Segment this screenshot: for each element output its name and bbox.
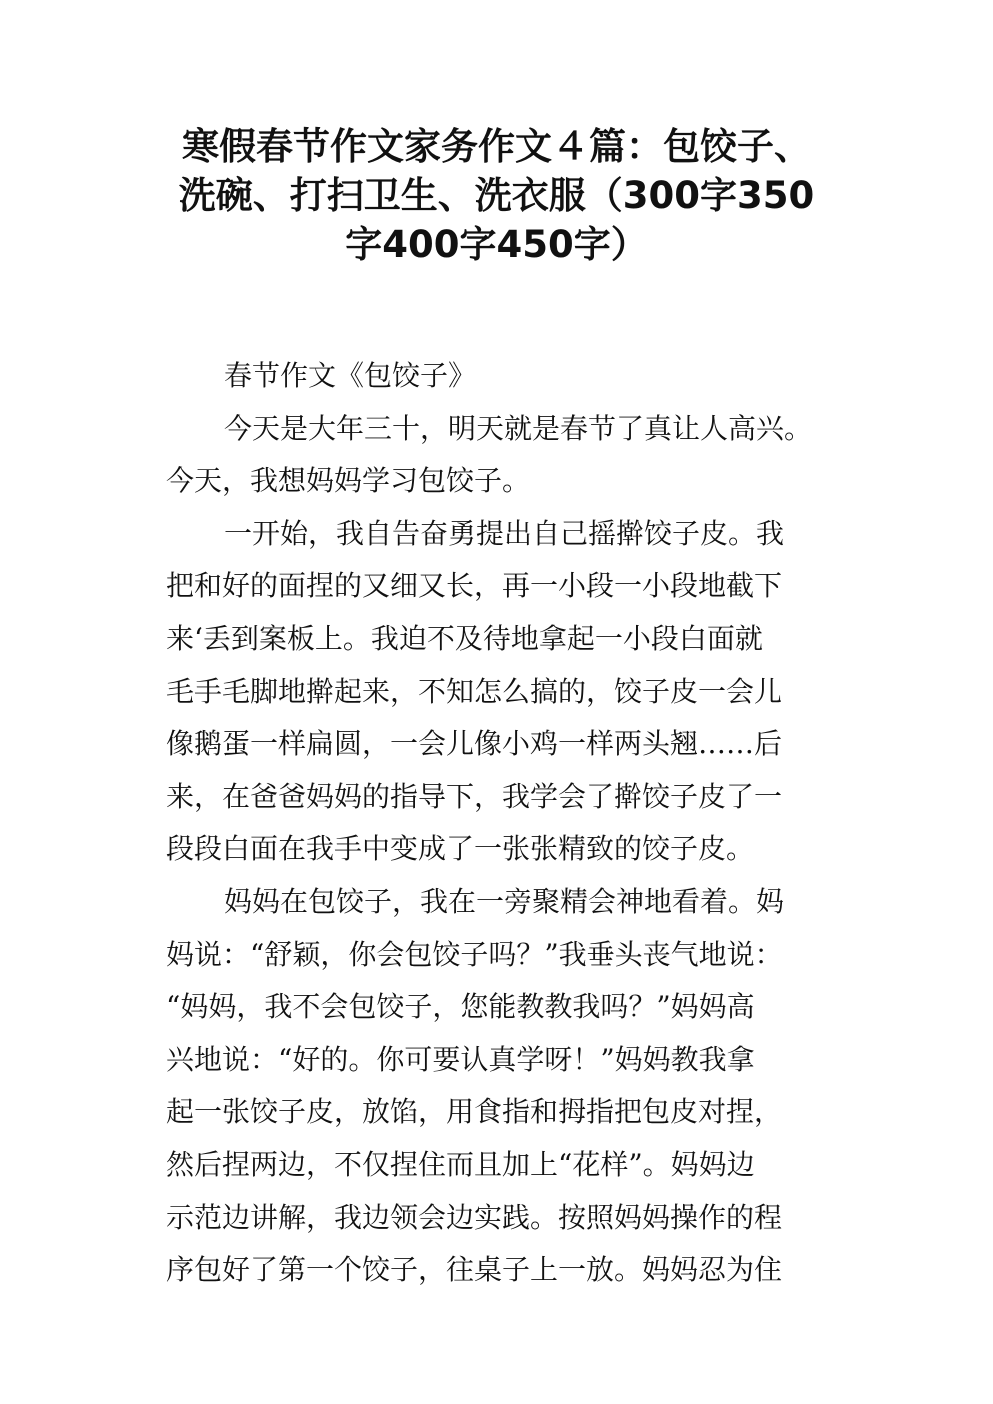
body-line: 兴地说：“好的。你可要认真学呀！”妈妈教我拿 xyxy=(166,1042,755,1076)
body-line: 一开始，我自告奋勇提出自己摇擀饺子皮。我 xyxy=(224,516,785,550)
body-line: “妈妈，我不会包饺子，您能教教我吗？”妈妈高 xyxy=(166,990,755,1024)
title-line: 寒假春节作文家务作文４篇：包饺子、 xyxy=(182,125,811,168)
body-line: 示范边讲解，我边领会边实践。按照妈妈操作的程 xyxy=(166,1200,783,1234)
body-line: 来，在爸爸妈妈的指导下，我学会了擀饺子皮了一 xyxy=(166,779,783,813)
body-line: 毛手毛脚地擀起来，不知怎么搞的，饺子皮一会儿 xyxy=(166,674,783,708)
body-line: 然后捏两边，不仅捏住而且加上“花样”。妈妈边 xyxy=(166,1147,755,1181)
body-line: 来‘丢到案板上。我迫不及待地拿起一小段白面就 xyxy=(166,621,763,655)
title-line: 字400字450字） xyxy=(345,223,648,266)
body-line: 像鹅蛋一样扁圆，一会儿像小鸡一样两头翘……后 xyxy=(166,727,783,761)
body-line: 妈说：“舒颖，你会包饺子吗？”我垂头丧气地说： xyxy=(166,937,783,971)
body-line: 今天是大年三十，明天就是春节了真让人高兴。 xyxy=(224,411,813,445)
document-body xyxy=(166,350,846,1297)
body-line: 序包好了第一个饺子，往桌子上一放。妈妈忍为住 xyxy=(166,1253,783,1287)
essay-heading: 春节作文《包饺子》 xyxy=(224,359,477,392)
body-line: 起一张饺子皮，放馅，用食指和拇指把包皮对捏， xyxy=(166,1095,783,1129)
body-line: 今天，我想妈妈学习包饺子。 xyxy=(166,464,531,498)
body-line: 妈妈在包饺子，我在一旁聚精会神地看着。妈 xyxy=(224,884,785,918)
body-line: 段段白面在我手中变成了一张张精致的饺子皮。 xyxy=(166,832,755,866)
document-title xyxy=(160,122,833,269)
title-line: 洗碗、打扫卫生、洗衣服（300字350 xyxy=(178,174,815,217)
body-line: 把和好的面捏的又细又长，再一小段一小段地截下 xyxy=(166,569,783,603)
